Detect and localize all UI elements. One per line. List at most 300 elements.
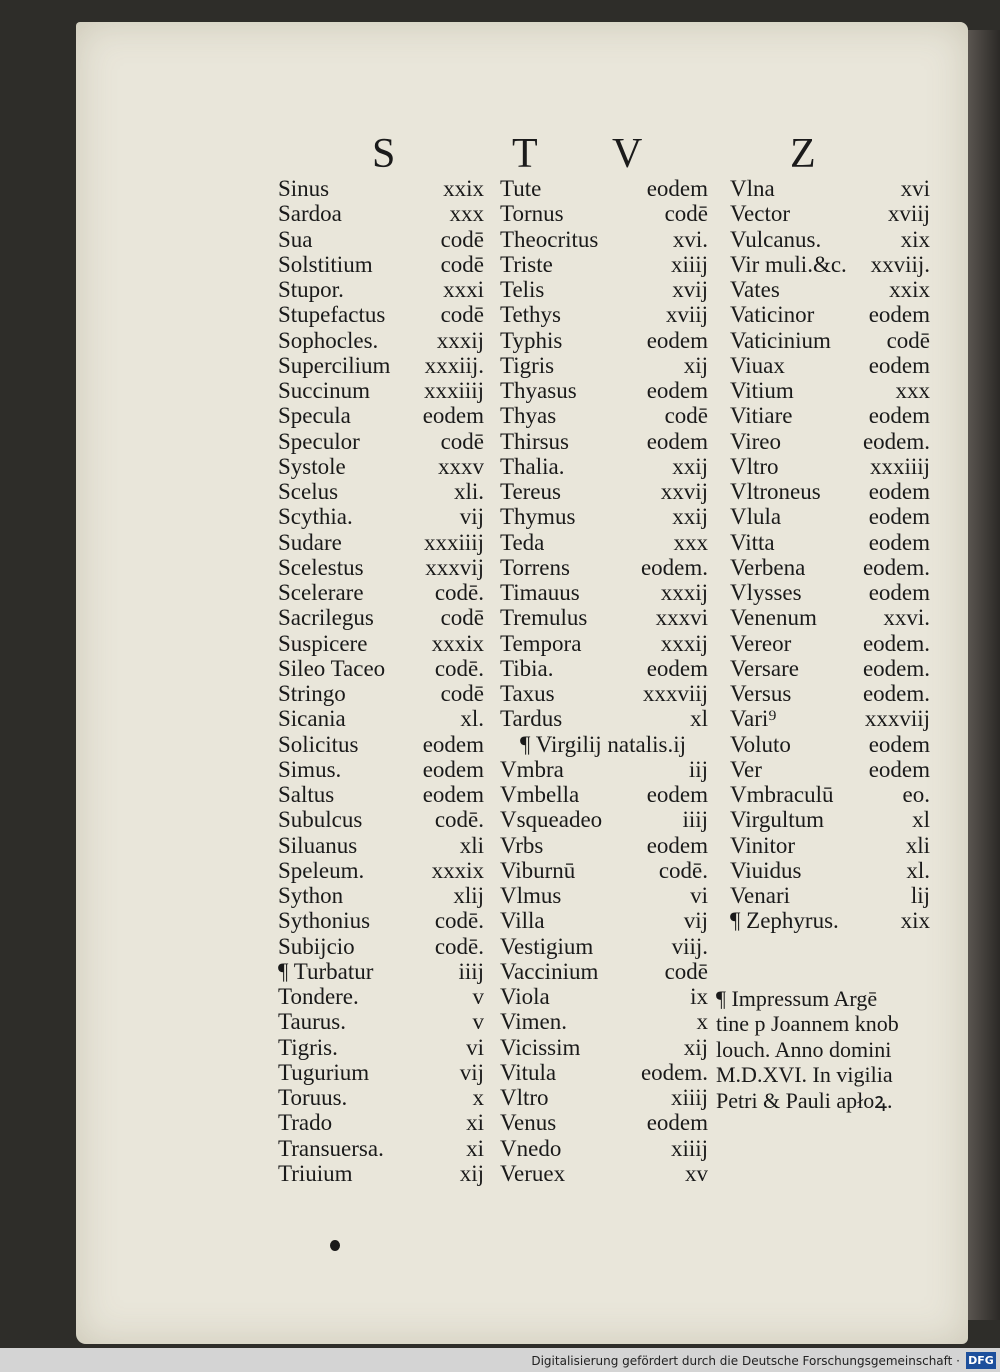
entry-reference: iiij [458, 958, 484, 984]
footer-text: Digitalisierung gefördert durch die Deutsche Forschungsgemeinschaft · [531, 1354, 960, 1368]
index-entry [730, 479, 930, 504]
entry-reference: xli [905, 832, 930, 858]
index-entry [278, 883, 484, 908]
index-entry [500, 1136, 708, 1161]
entry-reference: codē [440, 251, 484, 277]
index-entry [730, 252, 930, 277]
entry-word: Vitta [730, 529, 775, 555]
entry-reference: xxxiiij [869, 453, 930, 479]
entry-reference: eodem. [640, 1059, 708, 1085]
entry-reference: eodem [422, 403, 484, 429]
header-letter-t: T [512, 131, 539, 177]
entry-word: Tethys [500, 302, 561, 328]
entry-reference: xxx [449, 201, 484, 227]
entry-word: Vaccinium [500, 958, 599, 984]
index-entry [278, 858, 484, 883]
entry-word: Thyasus [500, 378, 577, 403]
entry-word: Vmbraculū [730, 782, 834, 807]
entry-reference: xl. [906, 857, 930, 883]
index-entry [278, 1136, 484, 1161]
entry-reference: codē. [434, 908, 484, 934]
entry-reference: codē. [434, 580, 484, 605]
entry-reference: xli [459, 832, 484, 858]
entry-word: Vitula [500, 1059, 557, 1085]
entry-word: Taurus. [278, 1009, 347, 1035]
entry-reference: lij [910, 883, 930, 908]
entry-reference: x [472, 1085, 484, 1110]
entry-word: Vereor [730, 630, 792, 656]
index-entry [730, 580, 930, 605]
entry-word: Villa [500, 908, 545, 934]
index-entry [730, 858, 930, 883]
entry-word: Scythia. [278, 504, 353, 530]
entry-reference: codē [440, 226, 484, 252]
entry-word: Veruex [500, 1160, 566, 1186]
entry-reference: vij [683, 908, 708, 934]
entry-reference: iij [688, 756, 708, 782]
entry-word: Scelus [278, 479, 339, 504]
entry-reference: xviij [887, 201, 930, 227]
header-letter-z: Z [790, 131, 817, 177]
index-entry [500, 605, 708, 630]
index-entry [278, 252, 484, 277]
entry-reference: eodem. [862, 681, 930, 706]
entry-word: Vector [730, 201, 791, 227]
entry-word: ¶ Turbatur [278, 958, 374, 984]
index-entry [278, 605, 484, 630]
index-entry [500, 252, 708, 277]
index-entry [500, 883, 708, 908]
header-letter-v: V [612, 131, 644, 177]
entry-reference: xxxix [431, 857, 484, 883]
entry-reference: vij [459, 504, 484, 530]
entry-word: Telis [500, 277, 545, 302]
entry-reference: eodem. [862, 554, 930, 580]
index-entry [730, 631, 930, 656]
index-entry [730, 328, 930, 353]
entry-reference: codē [440, 428, 484, 454]
entry-word: Tondere. [278, 984, 359, 1009]
entry-word: Triuium [278, 1160, 353, 1186]
index-entry [278, 479, 484, 504]
index-entry [278, 681, 484, 706]
index-entry [730, 227, 930, 252]
index-entry [500, 479, 708, 504]
entry-reference: vi [466, 1034, 484, 1060]
entry-word: Scelerare [278, 580, 364, 605]
entry-word: Tempora [500, 630, 582, 656]
entry-word: Suspicere [278, 630, 368, 656]
entry-reference: xij [683, 1034, 708, 1060]
index-entry [500, 530, 708, 555]
entry-word: Speculor [278, 428, 360, 454]
entry-word: Sinus [278, 176, 330, 201]
entry-reference: xviij [665, 302, 708, 328]
entry-reference: eodem. [640, 554, 708, 580]
entry-word: Vicissim [500, 1034, 581, 1060]
entry-reference: xl. [460, 706, 484, 732]
dfg-logo: DFG [966, 1352, 996, 1369]
index-entry [278, 782, 484, 807]
entry-word: Tereus [500, 479, 561, 504]
index-entry [730, 454, 930, 479]
entry-word: Typhis [500, 327, 563, 353]
index-entry [500, 328, 708, 353]
index-entry [278, 1085, 484, 1110]
index-entry [500, 555, 708, 580]
entry-reference: eodem [868, 302, 930, 328]
entry-reference: xxxiiij [423, 378, 484, 403]
entry-reference: eodem [646, 782, 708, 807]
index-entry [500, 757, 708, 782]
entry-reference: xiiij [670, 1135, 708, 1161]
entry-reference: v [472, 1009, 484, 1035]
index-entry [278, 504, 484, 529]
index-entry [730, 504, 930, 529]
index-entry [278, 1161, 484, 1186]
index-entry [278, 984, 484, 1009]
index-entry [278, 176, 484, 201]
entry-word: Tibia. [500, 655, 554, 681]
index-entry [278, 454, 484, 479]
index-entry [278, 201, 484, 226]
index-entry [500, 353, 708, 378]
entry-reference: vij [459, 1059, 484, 1085]
entry-word: Vari⁹ [730, 706, 777, 732]
entry-word: Subulcus [278, 807, 363, 833]
entry-reference: xxxvi [655, 605, 708, 631]
index-entry [730, 732, 930, 757]
index-entry [278, 227, 484, 252]
entry-word: Vltro [730, 453, 779, 479]
index-entry [730, 883, 930, 908]
entry-reference: eodem [868, 529, 930, 555]
entry-reference: xxxv [438, 453, 484, 479]
entry-word: Sicania [278, 706, 346, 732]
entry-word: ¶ Virgilij natalis.ij [520, 731, 686, 757]
index-entry [278, 277, 484, 302]
entry-reference: xv [685, 1160, 708, 1186]
index-entry [730, 429, 930, 454]
entry-word: Sileo Taceo [278, 655, 386, 681]
entry-word: Vlna [730, 176, 775, 201]
index-entry [278, 757, 484, 782]
entry-reference: eodem [646, 428, 708, 454]
index-entry [278, 732, 484, 757]
entry-reference: xxxix [431, 630, 484, 656]
colophon [716, 986, 926, 1113]
index-entry [730, 530, 930, 555]
index-entry [278, 706, 484, 731]
entry-reference: eodem [646, 1110, 708, 1136]
entry-word: Scelestus [278, 554, 364, 580]
colophon-line: louch. Anno domini [716, 1036, 892, 1062]
entry-reference: xxviij. [870, 251, 930, 277]
entry-word: Tigris. [278, 1034, 338, 1060]
entry-reference: codē. [434, 807, 484, 833]
index-entry [278, 934, 484, 959]
index-entry [500, 277, 708, 302]
entry-reference: eodem [422, 782, 484, 807]
index-entry [500, 681, 708, 706]
entry-reference: xiiij [670, 251, 708, 277]
index-entry [730, 782, 930, 807]
entry-word: Versare [730, 655, 799, 681]
entry-word: Vinitor [730, 832, 796, 858]
entry-word: Specula [278, 403, 351, 429]
footer-bar [0, 1348, 1000, 1372]
entry-word: Tornus [500, 201, 564, 227]
entry-reference: xxxij [660, 580, 708, 605]
entry-reference: xxix [889, 277, 930, 302]
entry-word: Tremulus [500, 605, 588, 631]
entry-word: Versus [730, 681, 792, 706]
colophon-line: M.D.XVI. In vigilia [716, 1062, 893, 1088]
entry-reference: eodem [422, 731, 484, 757]
ink-spot [330, 1240, 340, 1251]
entry-reference: eodem [646, 655, 708, 681]
entry-word: Trado [278, 1110, 333, 1136]
entry-word: Supercilium [278, 352, 391, 378]
entry-reference: xli. [453, 479, 484, 504]
entry-word: Vlmus [500, 883, 562, 908]
colophon-line: tine p Joannem knob [716, 1011, 899, 1037]
index-entry [730, 176, 930, 201]
entry-word: Verbena [730, 554, 806, 580]
index-entry [500, 807, 708, 832]
entry-word: Sua [278, 226, 313, 252]
entry-word: Vestigium [500, 933, 594, 959]
entry-word: Succinum [278, 378, 370, 403]
entry-reference: eodem. [862, 655, 930, 681]
entry-word: Vltro [500, 1085, 549, 1110]
entry-word: Sythonius [278, 908, 371, 934]
index-entry [500, 429, 708, 454]
index-entry [730, 277, 930, 302]
entry-reference: eodem [868, 731, 930, 757]
index-entry [500, 706, 708, 731]
entry-reference: eodem [868, 504, 930, 530]
index-column-t-v [500, 176, 708, 1186]
index-entry [730, 201, 930, 226]
entry-word: Vrbs [500, 832, 544, 858]
entry-reference: codē [664, 403, 708, 429]
index-entry [278, 353, 484, 378]
entry-word: Stupor. [278, 277, 344, 302]
entry-word: Triste [500, 251, 553, 277]
index-entry [730, 706, 930, 731]
entry-reference: eodem. [862, 428, 930, 454]
index-entry [278, 580, 484, 605]
index-entry [278, 378, 484, 403]
entry-reference: xxxi [443, 277, 484, 302]
index-entry [278, 555, 484, 580]
index-entry [730, 378, 930, 403]
entry-word: Tugurium [278, 1059, 370, 1085]
entry-word: Venari [730, 883, 791, 908]
entry-reference: xij [683, 352, 708, 378]
index-entry [278, 1110, 484, 1135]
index-entry [278, 807, 484, 832]
entry-word: Toruus. [278, 1085, 348, 1110]
entry-reference: xxxviij [642, 681, 708, 706]
entry-reference: xxxvij [425, 554, 484, 580]
entry-reference: xi [466, 1110, 484, 1136]
entry-word: Tardus [500, 706, 563, 732]
entry-reference: eodem [868, 403, 930, 429]
index-entry [500, 959, 708, 984]
index-entry [500, 908, 708, 933]
entry-reference: codē. [434, 933, 484, 959]
index-entry [500, 504, 708, 529]
entry-word: Vlysses [730, 580, 802, 605]
entry-word: Theocritus [500, 226, 599, 252]
entry-reference: xiiij [670, 1085, 708, 1110]
entry-word: Thyas [500, 403, 557, 429]
entry-word: Solicitus [278, 731, 359, 757]
entry-reference: xxxiij. [424, 352, 484, 378]
index-entry [500, 227, 708, 252]
index-entry [500, 631, 708, 656]
index-entry [730, 656, 930, 681]
entry-reference: codē [440, 605, 484, 631]
entry-word: Thalia. [500, 453, 565, 479]
index-entry [278, 656, 484, 681]
entry-word: Timauus [500, 580, 580, 605]
index-entry [278, 908, 484, 933]
entry-reference: xxvij [660, 479, 708, 504]
entry-reference: xl [912, 807, 930, 833]
index-entry [730, 302, 930, 327]
entry-reference: eodem [646, 327, 708, 353]
index-entry [500, 580, 708, 605]
entry-reference: xvi [900, 176, 930, 201]
entry-reference: xxix [443, 176, 484, 201]
entry-word: Vmbella [500, 782, 580, 807]
index-entry [500, 176, 708, 201]
index-entry [500, 1110, 708, 1135]
index-entry [730, 605, 930, 630]
index-entry [500, 403, 708, 428]
entry-reference: eodem [868, 352, 930, 378]
index-entry [278, 631, 484, 656]
entry-word: Sophocles. [278, 327, 379, 353]
entry-word: Sardoa [278, 201, 342, 227]
index-entry [278, 429, 484, 454]
entry-reference: ix [690, 984, 708, 1009]
entry-word: Virgultum [730, 807, 825, 833]
index-entry [278, 328, 484, 353]
index-entry [500, 1085, 708, 1110]
entry-reference: v [472, 984, 484, 1009]
entry-word: Subijcio [278, 933, 355, 959]
index-column-s-t [278, 176, 484, 1186]
header-letter-s: S [372, 131, 397, 177]
index-entry [500, 1009, 708, 1034]
entry-reference: eodem [646, 832, 708, 858]
index-entry [278, 1009, 484, 1034]
index-entry [730, 908, 930, 933]
entry-word: Venenum [730, 605, 817, 631]
entry-word: Vnedo [500, 1135, 562, 1161]
entry-reference: eodem [646, 378, 708, 403]
entry-word: Vsqueadeo [500, 807, 603, 833]
index-entry [278, 530, 484, 555]
entry-word: Ver [730, 756, 762, 782]
entry-word: Vaticinium [730, 327, 831, 353]
colophon-line: ¶ Impressum Argē [716, 986, 878, 1011]
index-entry [500, 732, 708, 757]
entry-reference: codē. [658, 857, 708, 883]
index-entry [500, 1060, 708, 1085]
entry-reference: eo. [902, 782, 930, 807]
entry-word: Viuidus [730, 857, 802, 883]
entry-reference: iiij [682, 807, 708, 833]
entry-reference: xix [900, 226, 930, 252]
entry-word: Vaticinor [730, 302, 815, 328]
index-entry [500, 302, 708, 327]
entry-reference: eodem [868, 580, 930, 605]
entry-word: Thirsus [500, 428, 569, 454]
entry-word: Vulcanus. [730, 226, 822, 252]
entry-word: Vimen. [500, 1009, 567, 1035]
entry-reference: xvi. [672, 226, 708, 252]
entry-word: Taxus [500, 681, 555, 706]
index-entry [500, 454, 708, 479]
index-entry [730, 555, 930, 580]
index-entry [500, 1035, 708, 1060]
entry-reference: eodem [868, 479, 930, 504]
entry-reference: xxx [673, 529, 708, 555]
entry-word: Vitiare [730, 403, 793, 429]
entry-word: Voluto [730, 731, 791, 757]
entry-reference: codē [440, 302, 484, 328]
entry-word: Siluanus [278, 832, 358, 858]
entry-reference: xxxij [436, 327, 484, 353]
index-entry [500, 858, 708, 883]
index-entry [500, 656, 708, 681]
entry-reference: eodem [422, 756, 484, 782]
entry-word: Vltroneus [730, 479, 821, 504]
entry-word: Sudare [278, 529, 342, 555]
entry-word: Vlula [730, 504, 782, 530]
entry-reference: xij [459, 1160, 484, 1186]
colophon-line: Petri & Pauli apłoꝝ. [716, 1087, 893, 1113]
entry-reference: codē [664, 958, 708, 984]
index-entry [730, 757, 930, 782]
entry-word: Systole [278, 453, 346, 479]
index-entry [500, 934, 708, 959]
index-entry [278, 1060, 484, 1085]
entry-word: Tigris [500, 352, 555, 378]
index-entry [278, 959, 484, 984]
index-entry [500, 782, 708, 807]
entry-word: Tute [500, 176, 542, 201]
entry-word: Sython [278, 883, 344, 908]
entry-word: Stupefactus [278, 302, 386, 328]
index-entry [730, 353, 930, 378]
entry-word: Viburnū [500, 857, 576, 883]
entry-word: Vitium [730, 378, 794, 403]
index-entry [730, 403, 930, 428]
entry-reference: codē [440, 681, 484, 706]
entry-word: Viuax [730, 352, 785, 378]
index-entry [278, 1035, 484, 1060]
entry-word: Vmbra [500, 756, 564, 782]
entry-reference: eodem [646, 176, 708, 201]
entry-word: Solstitium [278, 251, 373, 277]
entry-word: Transuersa. [278, 1135, 384, 1161]
